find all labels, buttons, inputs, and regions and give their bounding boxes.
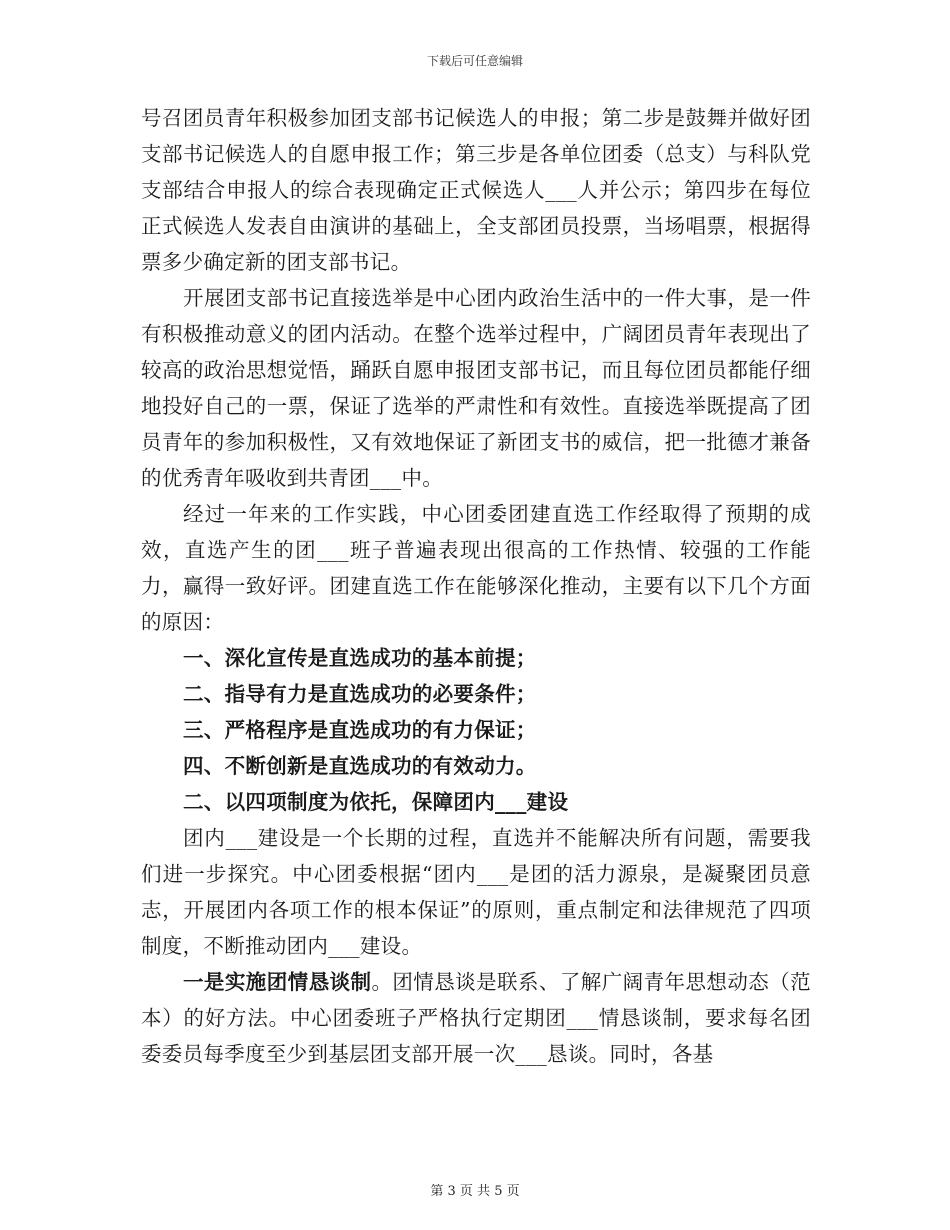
paragraph: 开展团支部书记直接选举是中心团内政治生活中的一件大事，是一件有积极推动意义的团内活动。在整个选举过程中，广阔团员青年表现出了较高的政治思想觉悟，踊跃自愿申报团支部书记，而且每位团员都能仔细地投好自己的一票，保证了选举的严肃性和有效性。直接选举既提高了团员青年的参加积极性，又有效地保证了新团支书的威信，把一批德才兼备的优秀青年吸收到共青团___中。 [141, 286, 811, 490]
paragraph-lead: 一是实施团情恳谈制 [183, 970, 372, 994]
list-item: 一、深化宣传是直选成功的基本前提； [183, 646, 537, 670]
paragraph: 团内___建设是一个长期的过程，直选并不能解决所有问题，需要我们进一步探究。中心团委根据“团内___是团的活力源泉，是凝聚团员意志，开展团内各项工作的根本保证”的原则，重点制定和法律规范了四项制度，不断推动团内___建设。 [141, 826, 811, 958]
list-item: 四、不断创新是直选成功的有效动力。 [183, 754, 537, 778]
section-heading: 二、以四项制度为依托，保障团内___建设 [183, 790, 569, 814]
paragraph: 经过一年来的工作实践，中心团委团建直选工作经取得了预期的成效，直选产生的团___班子普遍表现出很高的工作热情、较强的工作能力，赢得一致好评。团建直选工作在能够深化推动，主要有以下几个方面的原因： [141, 502, 811, 634]
paragraph-text: 。团情恳谈是联系、了解广阔青年思想动态（范本）的好方法。中心团委班子严格执行定期团___情恳谈制，要求每名团委委员每季度至少到基层团支部开展一次___恳谈。同时，各基 [141, 970, 811, 1066]
list-item: 三、严格程序是直选成功的有力保证； [183, 718, 537, 742]
document-body [141, 100, 811, 1072]
page-header: 下载后可任意编辑 [426, 54, 523, 68]
list-item: 二、指导有力是直选成功的必要条件； [183, 682, 537, 706]
page-footer: 第 3 页 共 5 页 [430, 1184, 520, 1199]
paragraph [141, 964, 811, 1072]
paragraph: 号召团员青年积极参加团支部书记候选人的申报；第二步是鼓舞并做好团支部书记候选人的自愿申报工作；第三步是各单位团委（总支）与科队党支部结合申报人的综合表现确定正式候选人___人并公示；第四步在每位正式候选人发表自由演讲的基础上，全支部团员投票，当场唱票，根据得票多少确定新的团支部书记。 [141, 106, 811, 274]
